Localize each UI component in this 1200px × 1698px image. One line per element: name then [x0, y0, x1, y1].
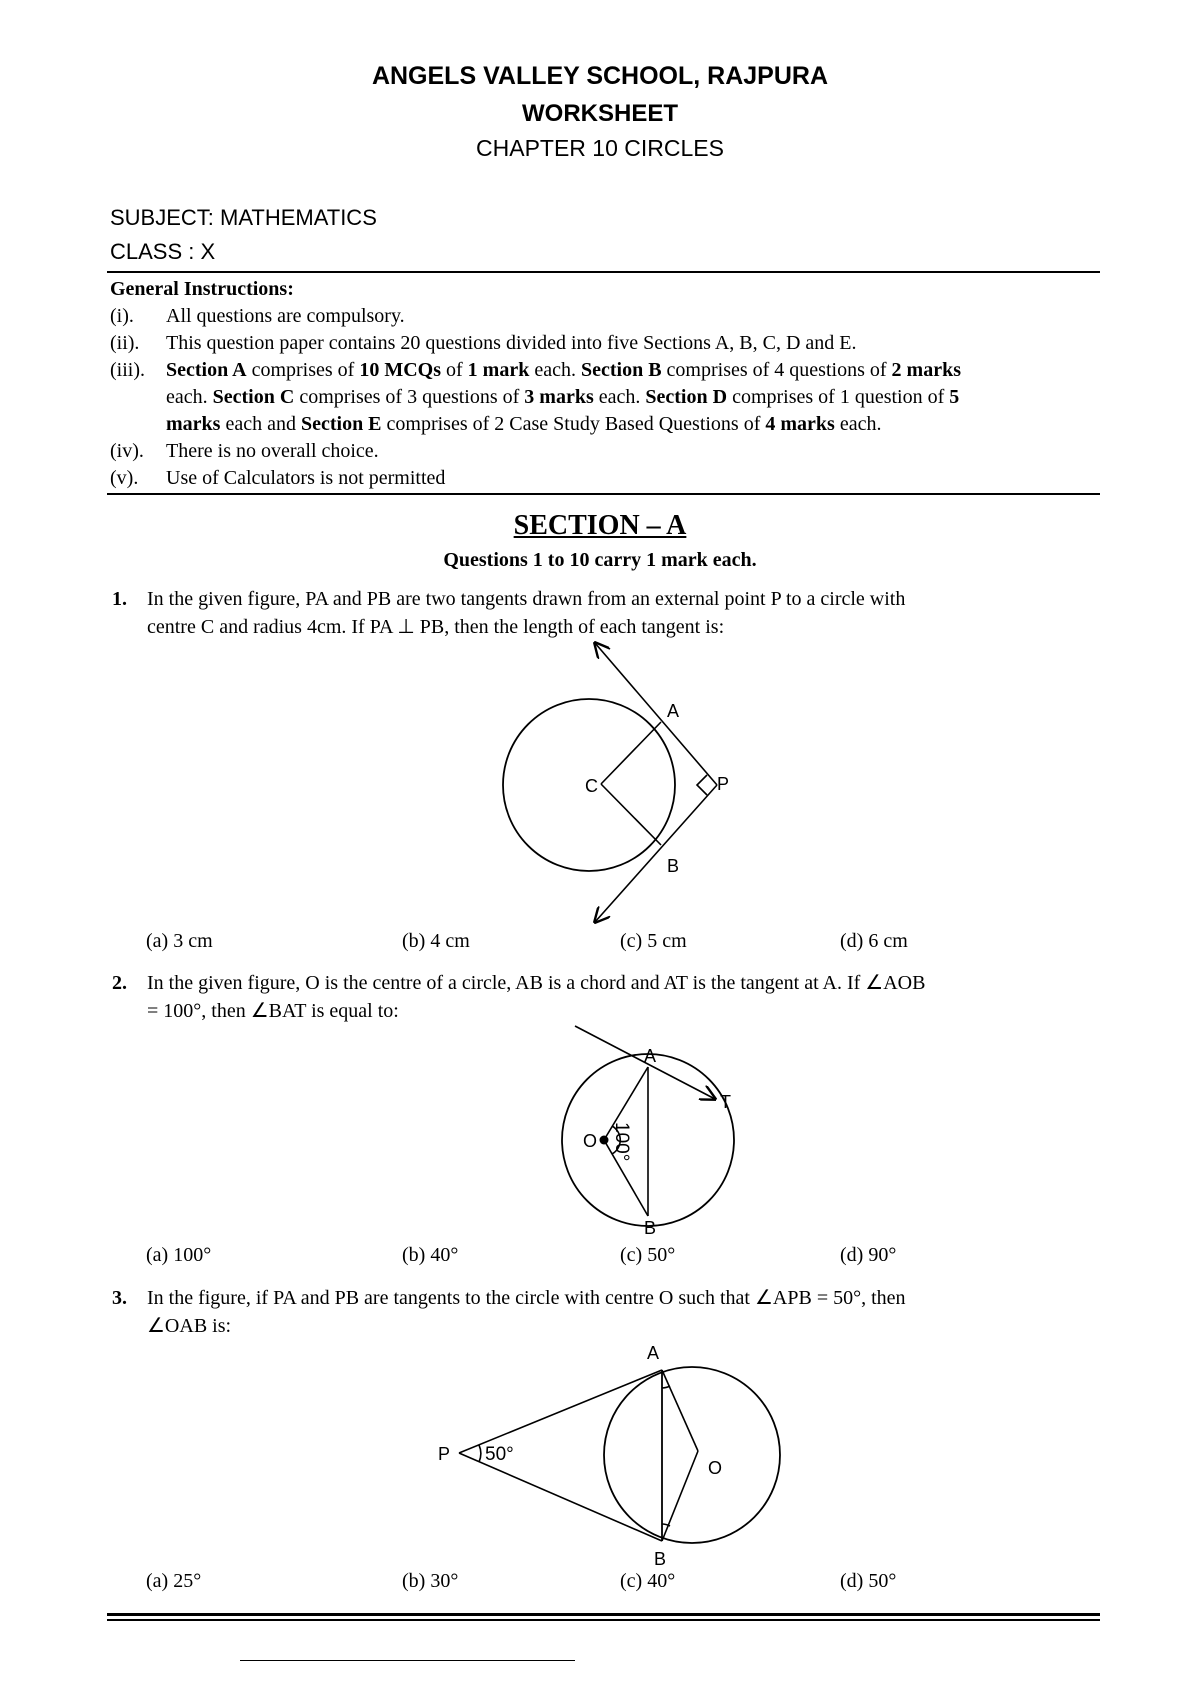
section-title-text: SECTION – A [513, 510, 687, 541]
label-b: B [644, 1218, 657, 1238]
question-text-line: = 100°, then ∠BAT is equal to: [147, 1000, 399, 1022]
question-text-line: In the given figure, PA and PB are two tangents drawn from an external point P to a circle with [147, 588, 906, 610]
instruction-text: This question paper contains 20 questions divided into five Sections A, B, C, D and E. [166, 332, 857, 354]
instr-bold: Section A [166, 359, 247, 381]
question-text-line: centre C and radius 4cm. If PA ⊥ PB, then the length of each tangent is: [147, 616, 725, 638]
q1-option-b[interactable]: (b) 4 cm [402, 930, 470, 952]
q1-option-c[interactable]: (c) 5 cm [620, 930, 687, 952]
instr-bold: Section B [580, 359, 662, 381]
class-line: CLASS : X [110, 239, 216, 264]
q1-option-d[interactable]: (d) 6 cm [840, 930, 908, 952]
angle-arc-p [479, 1445, 481, 1462]
q3-option-d[interactable]: (d) 50° [840, 1570, 897, 1592]
figure-q2 [560, 1020, 740, 1240]
instr-bold: 2 marks [891, 359, 961, 381]
instruction-num: (iv). [110, 440, 144, 462]
instruction-1 [110, 303, 405, 329]
instr-text: comprises of 3 questions of [294, 386, 525, 408]
circle [604, 1367, 780, 1543]
q2-option-d[interactable]: (d) 90° [840, 1244, 897, 1266]
question-1 [112, 585, 1102, 641]
tangent-pb [459, 1453, 662, 1541]
instruction-3-line-3 [166, 411, 881, 437]
label-a: A [644, 1046, 657, 1066]
instruction-num: (v). [110, 467, 139, 489]
instr-bold: Section D [645, 386, 728, 408]
label-b: B [667, 856, 680, 876]
school-name: ANGELS VALLEY SCHOOL, RAJPURA [371, 62, 829, 90]
instr-text: comprises of [246, 359, 360, 381]
instruction-text: There is no overall choice. [166, 440, 379, 462]
figure-q1 [495, 640, 750, 930]
instr-text: each. [834, 413, 882, 435]
instr-text: comprises of 1 question of [727, 386, 950, 408]
instruction-text: All questions are compulsory. [166, 305, 405, 327]
tangent-pb [595, 785, 717, 922]
label-o: O [708, 1458, 723, 1478]
centre-dot [600, 1136, 609, 1145]
angle-label: 100° [611, 1122, 632, 1162]
angle-label: 50° [485, 1444, 514, 1465]
instructions-divider [107, 493, 1100, 495]
footer-rule-top [107, 1613, 1100, 1616]
header-divider [107, 271, 1100, 273]
instr-text: comprises of 4 questions of [661, 359, 892, 381]
instruction-4 [110, 438, 379, 464]
instr-text: each and [220, 413, 301, 435]
worksheet-title: WORKSHEET [522, 100, 678, 127]
radius-ob [662, 1451, 698, 1541]
instr-bold: Section C [212, 386, 295, 408]
radius-cb [601, 784, 661, 845]
instruction-num: (ii). [110, 332, 140, 354]
instr-bold: 10 MCQs [359, 359, 441, 381]
instruction-3 [110, 357, 1100, 383]
instr-text: each. [593, 386, 646, 408]
question-text-line: ∠OAB is: [147, 1315, 232, 1337]
q2-option-a[interactable]: (a) 100° [146, 1244, 212, 1266]
instr-bold: 5 [949, 386, 960, 408]
instr-bold: 3 marks [524, 386, 594, 408]
label-t: T [720, 1092, 731, 1112]
angle-arc-a [662, 1386, 670, 1388]
label-o: O [583, 1131, 598, 1151]
question-number: 2. [112, 972, 127, 994]
figure-q3 [430, 1338, 800, 1568]
radius-oa [662, 1370, 698, 1451]
label-a: A [647, 1343, 660, 1363]
instr-bold: 1 mark [467, 359, 530, 381]
question-number: 3. [112, 1287, 127, 1309]
section-title [0, 510, 1200, 542]
label-b: B [654, 1549, 667, 1568]
footer-rule-bottom [107, 1619, 1100, 1621]
instr-bold: Section E [300, 413, 382, 435]
section-subtitle: Questions 1 to 10 carry 1 mark each. [443, 549, 757, 571]
subject-line: SUBJECT: MATHEMATICS [110, 205, 377, 230]
label-p: P [717, 774, 730, 794]
question-text-line: In the given figure, O is the centre of a circle, AB is a chord and AT is the tangent at A. If ∠AOB [147, 972, 926, 994]
instr-text: each. [529, 359, 581, 381]
question-2 [112, 969, 1102, 1025]
label-a: A [667, 701, 680, 721]
instruction-text: Use of Calculators is not permitted [166, 467, 446, 489]
label-c: C [585, 776, 598, 796]
instruction-num: (iii). [110, 359, 145, 381]
tangent-pa [595, 643, 717, 785]
radius-ca [601, 722, 661, 784]
instr-bold: marks [166, 413, 221, 435]
instr-text: of [441, 359, 468, 381]
instr-text: each. [166, 386, 213, 408]
instruction-2 [110, 330, 856, 356]
q3-option-b[interactable]: (b) 30° [402, 1570, 459, 1592]
instruction-num: (i). [110, 305, 134, 327]
instr-bold: 4 marks [765, 413, 835, 435]
q1-option-a[interactable]: (a) 3 cm [146, 930, 213, 952]
q2-option-c[interactable]: (c) 50° [620, 1244, 676, 1266]
right-angle-mark [697, 775, 707, 795]
instructions-heading: General Instructions: [110, 278, 294, 300]
q3-option-c[interactable]: (c) 40° [620, 1570, 676, 1592]
q3-option-a[interactable]: (a) 25° [146, 1570, 202, 1592]
instr-text: comprises of 2 Case Study Based Questions of [381, 413, 766, 435]
instruction-3-line-2 [166, 384, 959, 410]
question-3 [112, 1284, 1102, 1340]
label-p: P [438, 1444, 451, 1464]
footnote-separator [240, 1660, 575, 1661]
q2-option-b[interactable]: (b) 40° [402, 1244, 459, 1266]
tangent-pa [459, 1370, 662, 1453]
question-text-line: In the figure, if PA and PB are tangents to the circle with centre O such that ∠APB = 50°, then [147, 1287, 906, 1309]
question-number: 1. [112, 588, 127, 610]
chapter-title: CHAPTER 10 CIRCLES [476, 135, 724, 161]
instruction-5 [110, 465, 445, 491]
